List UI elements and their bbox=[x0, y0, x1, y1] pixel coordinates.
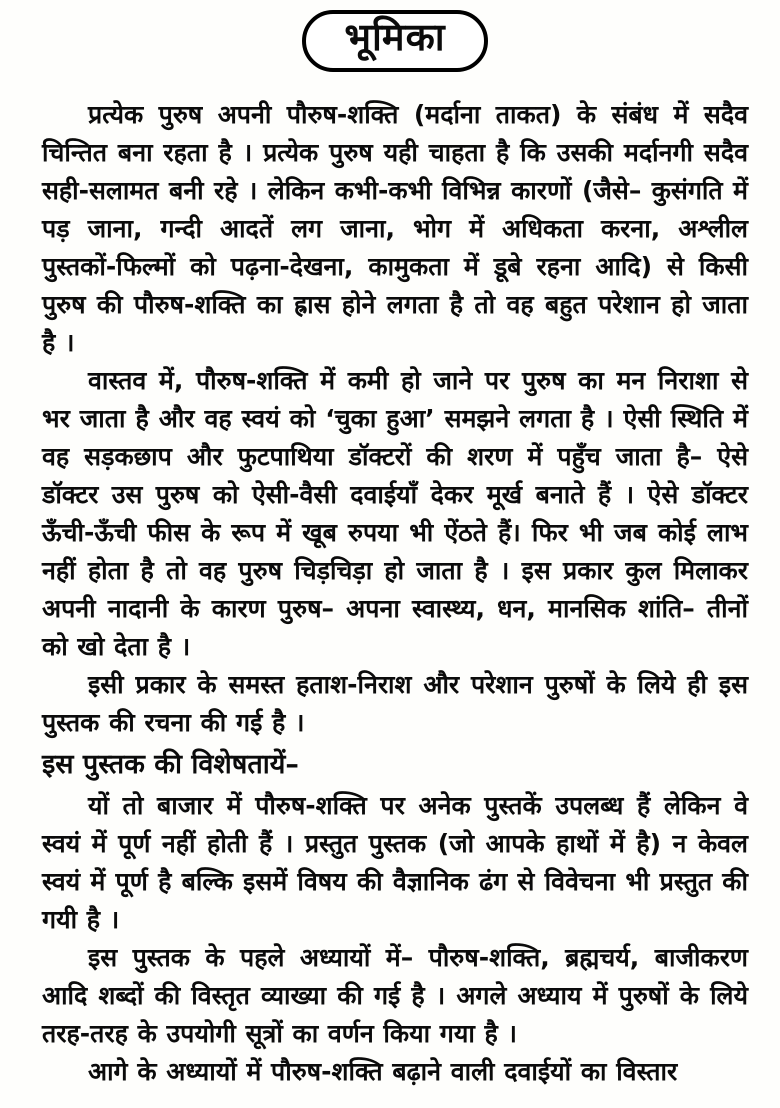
paragraph-intro-1: प्रत्येक पुरुष अपनी पौरुष-शक्ति (मर्दाना ताकत) के संबंध में सदैव चिन्तित बना रहता है । प्रत्येक पुरुष यही चाहता है कि उसकी मर्दानगी सदैव सही-सलामत बनी रहे । लेकिन कभी-कभी विभिन्न कारणों (जैसे– कुसंगति में पड़ जाना, गन्दी आदतें लग जाना, भोग में अधिकता करना, अश्लील पुस्तकों-फिल्मों को पढ़ना-देखना, कामुकता में डूबे रहना आदि) से किसी पुरुष की पौरुष-शक्ति का ह्रास होने लगता है तो वह बहुत परेशान हो जाता है । bbox=[42, 99, 748, 357]
chapter-title: भूमिका bbox=[344, 15, 446, 59]
chapter-title-box bbox=[302, 10, 487, 72]
paragraph-section-2: इस पुस्तक के पहले अध्यायों में– पौरुष-शक्ति, ब्रह्मचर्य, बाजीकरण आदि शब्दों की विस्तृत व्याख्या की गई है । अगले अध्याय में पुरुषों के लिये तरह-तरह के उपयोगी सूत्रों का वर्णन किया गया है । bbox=[42, 942, 748, 1048]
paragraph-section-3-partial: आगे के अध्यायों में पौरुष-शक्ति बढ़ाने वाली दवाईयों का विस्तार bbox=[88, 1056, 678, 1086]
paragraph-intro-3: इसी प्रकार के समस्त हताश-निराश और परेशान पुरुषों के लिये ही इस पुस्तक की रचना की गई है । bbox=[42, 669, 748, 737]
paragraph-section-1: यों तो बाजार में पौरुष-शक्ति पर अनेक पुस्तकें उपलब्ध हैं लेकिन वे स्वयं में पूर्ण नहीं होती हैं । प्रस्तुत पुस्तक (जो आपके हाथों में है) न केवल स्वयं में पूर्ण है बल्कि इसमें विषय की वैज्ञानिक ढंग से विवेचना भी प्रस्तुत की गयी है । bbox=[42, 790, 748, 934]
paragraph-intro-2: वास्तव में, पौरुष-शक्ति में कमी हो जाने पर पुरुष का मन निराशा से भर जाता है और वह स्वयं को ‘चुका हुआ’ समझने लगता है । ऐसी स्थिति में वह सड़कछाप और फुटपाथिया डॉक्टरों की शरण में पहुँच जाता है– ऐसे डॉक्टर उस पुरुष को ऐसी-वैसी दवाईयाँ देकर मूर्ख बनाते हैं । ऐसे डॉक्टर ऊँची-ऊँची फीस के रूप में खूब रुपया भी ऐंठते हैं। फिर भी जब कोई लाभ नहीं होता है तो वह पुरुष चिड़चिड़ा हो जाता है । इस प्रकार कुल मिलाकर अपनी नादानी के कारण पुरुष– अपना स्वास्थ्य, धन, मानसिक शांति– तीनों को खो देता है । bbox=[42, 365, 748, 661]
section-heading: इस पुस्तक की विशेषतायें– bbox=[42, 748, 299, 780]
